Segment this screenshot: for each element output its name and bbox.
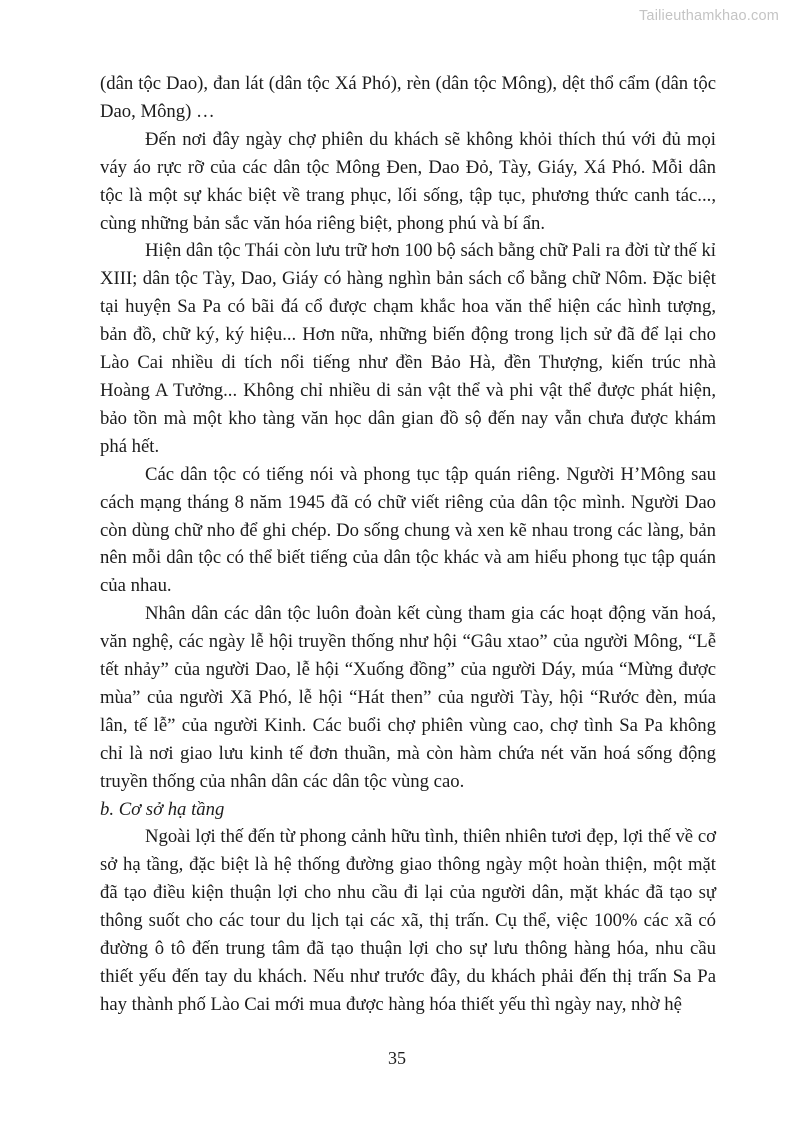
body-paragraph: Đến nơi đây ngày chợ phiên du khách sẽ không khỏi thích thú với đủ mọi váy áo rực rỡ của các dân tộc Mông Đen, Dao Đỏ, Tày, Giáy, Xá Phó. Mỗi dân tộc là một sự khác biệt về trang phục, lối sống, tập tục, phương thức canh tác..., cùng những bản sắc văn hóa riêng biệt, phong phú và bí ẩn. xyxy=(100,128,716,234)
body-paragraph: Nhân dân các dân tộc luôn đoàn kết cùng tham gia các hoạt động văn hoá, văn nghệ, các ngày lễ hội truyền thống như hội “Gâu xtao” của người Mông, “Lễ tết nhảy” của người Dao, lễ hội “Xuống đồng” của người Dáy, múa “Mừng được mùa” của người Xã Phó, lễ hội “Hát then” của người Tày, hội “Rước đèn, múa lân, tế lễ” của người Kinh. Các buổi chợ phiên vùng cao, chợ tình Sa Pa không chỉ là nơi giao lưu kinh tế đơn thuần, mà còn hàm chứa nét văn hoá sống động truyền thống của nhân dân các dân tộc vùng cao. xyxy=(100,603,716,792)
watermark: Tailieuthamkhao.com xyxy=(638,8,779,24)
page-content xyxy=(100,70,716,1019)
body-paragraph: (dân tộc Dao), đan lát (dân tộc Xá Phó), rèn (dân tộc Mông), dệt thổ cẩm (dân tộc Dao, Mông) … xyxy=(100,73,716,122)
section-heading: b. Cơ sở hạ tầng xyxy=(100,798,225,820)
body-paragraph: Hiện dân tộc Thái còn lưu trữ hơn 100 bộ sách bằng chữ Pali ra đời từ thế kỉ XIII; dân tộc Tày, Dao, Giáy có hàng nghìn bản sách cổ bằng chữ Nôm. Đặc biệt tại huyện Sa Pa có bãi đá cổ được chạm khắc hoa văn thể hiện các hình tượng, bản đồ, chữ ký, ký hiệu... Hơn nữa, những biến động trong lịch sử đã để lại cho Lào Cai nhiều di tích nổi tiếng như đền Bảo Hà, đền Thượng, kiến trúc nhà Hoàng A Tưởng... Không chỉ nhiều di sản vật thể và phi vật thể được phát hiện, bảo tồn mà một kho tàng văn học dân gian đồ sộ đến nay vẫn chưa được khám phá hết. xyxy=(100,240,716,457)
page-number: 35 xyxy=(388,1048,406,1068)
body-paragraph: Ngoài lợi thế đến từ phong cảnh hữu tình, thiên nhiên tươi đẹp, lợi thế về cơ sở hạ tầng, đặc biệt là hệ thống đường giao thông ngày một hoàn thiện, một mặt đã tạo điều kiện thuận lợi cho nhu cầu đi lại của người dân, mặt khác đã tạo sự thông suốt cho các tour du lịch tại các xã, thị trấn. Cụ thể, việc 100% các xã có đường ô tô đến trung tâm đã tạo thuận lợi cho sự lưu thông hàng hóa, nhu cầu thiết yếu đến tay du khách. Nếu như trước đây, du khách phải đến thị trấn Sa Pa hay thành phố Lào Cai mới mua được hàng hóa thiết yếu thì ngày nay, nhờ hệ xyxy=(100,826,716,1015)
body-paragraph: Các dân tộc có tiếng nói và phong tục tập quán riêng. Người H’Mông sau cách mạng tháng 8 năm 1945 đã có chữ viết riêng của dân tộc mình. Người Dao còn dùng chữ nho để ghi chép. Do sống chung và xen kẽ nhau trong các làng, bản nên mỗi dân tộc có thể biết tiếng của dân tộc khác và am hiểu phong tục tập quán của nhau. xyxy=(100,463,716,597)
